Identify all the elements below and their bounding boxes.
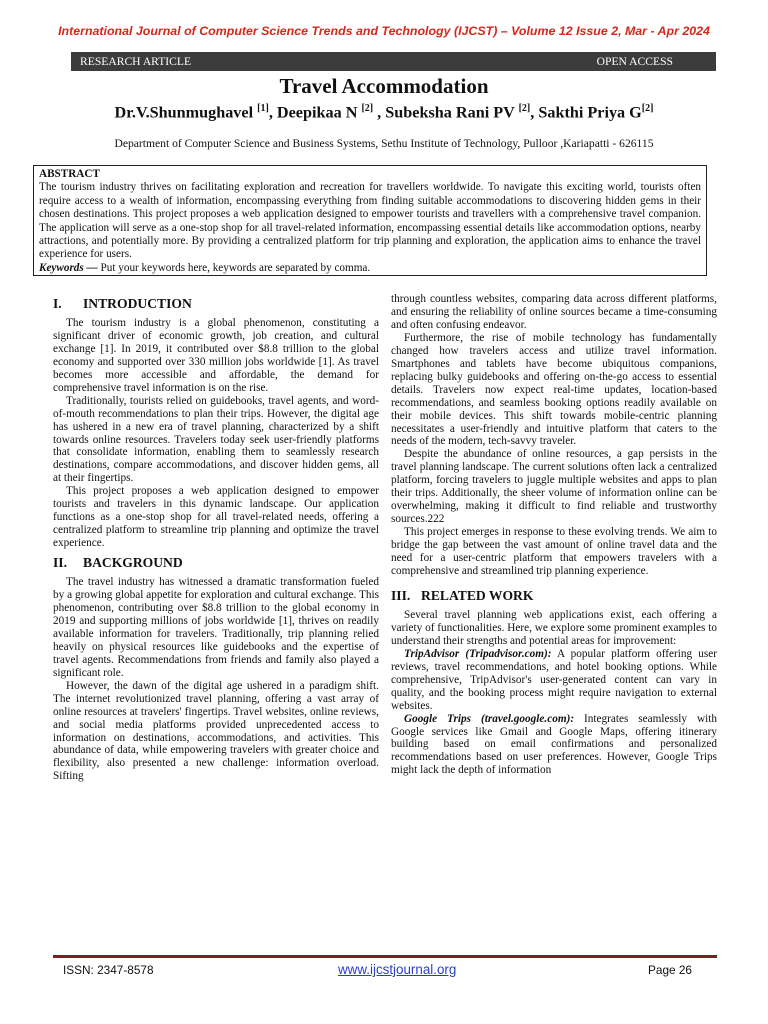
paragraph: However, the dawn of the digital age ushered in a paradigm shift. The internet revolutionized travel planning, offering a vast array of online resources at travelers' fingertips. Travel websites, online reviews, and social media platforms provided unprecedented access to information on destinations, accommodations, and activities. This abundance of data, while empowering travelers with greater choice and flexibility, also presented a new challenge: information overload. Sifting [53,679,379,783]
item-title: Google Trips (travel.google.com): [404,712,575,725]
paragraph: Several travel planning web applications exist, each offering a variety of functionalities. Here, we explore some prominent examples to understand their strengths and potential areas for improvement: [391,608,717,647]
open-access-label: OPEN ACCESS [596,55,673,68]
article-type-label: RESEARCH ARTICLE [80,55,192,68]
abstract-box [33,165,707,276]
journal-header: International Journal of Computer Science Trends and Technology (IJCST) – Volume 12 Issue 2, Mar - Apr 2024 [58,24,710,38]
section-heading-introduction [53,298,379,311]
author-affiliation-marker: [2] [641,103,654,114]
page-number: Page 26 [648,963,692,977]
paragraph: Furthermore, the rise of mobile technology has fundamentally changed how travelers access and utilize travel information. Smartphones and tablets have become ubiquitous companions, replacing bulky guidebooks and offering on-the-go access to essential details. Travelers now expect real-time updates, location-based recommendations, and seamless booking options readily available on their mobile devices. This shift towards mobile-centric planning necessitates a user-friendly and intuitive platform that caters to the needs of the modern, tech-savvy traveler. [391,331,717,448]
author-list [0,103,768,122]
section-title: RELATED WORK [421,587,534,603]
section-title: BACKGROUND [83,555,183,571]
author-affiliation-marker: [2] [361,103,374,114]
paragraph: This project proposes a web application designed to empower tourists and travelers in this dynamic landscape. Our application functions as a one-stop shop for all travel-related needs, offering a centralized platform to streamline trip planning and optimize the travel experience. [53,485,379,550]
author-separator: , [373,103,386,122]
paragraph: The tourism industry is a global phenomenon, constituting a significant driver of economic growth, job creation, and cultural exchange [1]. In 2019, it contributed over $8.8 trillion to the global economy and supported over 330 million jobs worldwide [1]. As travel becomes more accessible and affordable, the demand for comprehensive travel information is on the rise. [53,316,379,394]
item-title: TripAdvisor (Tripadvisor.com): [404,647,552,660]
paragraph: The travel industry has witnessed a dramatic transformation fueled by a growing global appetite for exploration and cultural exchange. This phenomenon, contributing over $8.8 trillion to the global economy in 2019 and supporting millions of jobs worldwide [1], thrives on readily available information for travelers. Traditionally, trip planning relied heavily on physical resources like guidebooks and the expertise of travel agents. Recommendations from friends and family also played a significant role. [53,576,379,679]
keywords-label: Keywords — [39,261,98,274]
author-separator: , [530,103,539,122]
journal-website-link[interactable]: www.ijcstjournal.org [338,962,457,977]
keywords-line [39,262,701,275]
paragraph: through countless websites, comparing data across different platforms, and ensuring the reliability of online sources became a time-consuming and often confusing endeavor. [391,293,717,331]
paragraph: Traditionally, tourists relied on guidebooks, travel agents, and word-of-mouth recommendations to plan their trips. However, the digital age has ushered in a new era of travel planning, characterized by a shift towards online resources. Travelers today seek user-friendly platforms that consolidate information, enabling them to seamlessly research destinations, compare accommodations, and discover hidden gems, all at their fingertips. [53,394,379,485]
section-title: INTRODUCTION [83,296,192,311]
paper-title: Travel Accommodation [279,74,489,98]
author-name: Deepikaa N [276,103,362,122]
left-column [53,294,379,783]
section-heading-related-work [391,587,717,603]
abstract-heading: ABSTRACT [39,168,100,180]
section-number: III. [391,587,411,603]
author-name: Sakthi Priya G [538,103,642,122]
paragraph: Despite the abundance of online resources, a gap persists in the travel planning landscape. The current solutions often lack a centralized platform, forcing travelers to juggle multiple websites and apps to plan their trips. Additionally, the sheer volume of information online can be overwhelming, making it difficult to find reliable and trustworthy sources.222 [391,448,717,526]
item-text: Integrates seamlessly with Google services like Gmail and Google Maps, offering itinerary building based on email confirmations and personalized recommendations based on user preferences. However, Google Trips might lack the depth of information [391,712,717,777]
right-column [391,293,717,777]
paragraph [391,648,717,713]
section-number: I. [53,296,62,311]
page-footer [53,962,717,980]
author-name: Subeksha Rani PV [385,103,519,122]
keywords-text: Put your keywords here, keywords are separated by comma. [97,261,371,274]
affiliation: Department of Computer Science and Business Systems, Sethu Institute of Technology, Pulloor ,Kariapatti - 626115 [114,137,654,150]
footer-divider [53,955,717,958]
article-type-bar [71,52,716,71]
issn: ISSN: 2347-8578 [63,963,154,977]
section-heading-background [53,557,379,570]
author-affiliation-marker: [1] [257,103,269,114]
author-name: Dr.V.Shunmughavel [114,103,258,122]
paragraph: This project emerges in response to these evolving trends. We aim to bridge the gap between the vast amount of online travel data and the need for a user-centric platform that empowers travelers with a comprehensive and streamlined trip planning experience. [391,526,717,578]
abstract-text: The tourism industry thrives on facilitating exploration and recreation for travellers worldwide. To navigate this exciting world, tourists often require access to a wealth of information, encompassing everything from finding suitable accommodations to discovering hidden gems in their chosen destinations. This project proposes a web application designed to empower tourists and travellers with a comprehensive travel companion. The application will serve as a one-stop shop for all travel-related information, encompassing essential details like accommodation options, nearby attractions, and potentially more. By providing a centralized platform for trip planning and exploration, the application aims to enhance the travel experience for users. [39,181,701,261]
section-number: II. [53,555,67,571]
author-affiliation-marker: [2] [518,103,531,114]
author-separator: , [268,103,277,122]
item-text: A popular platform offering user reviews, travel recommendations, and hotel booking options. While comprehensive, TripAdvisor's user-generated content can vary in quality, and the booking process might require navigation to external websites. [391,647,717,712]
paragraph [391,713,717,778]
